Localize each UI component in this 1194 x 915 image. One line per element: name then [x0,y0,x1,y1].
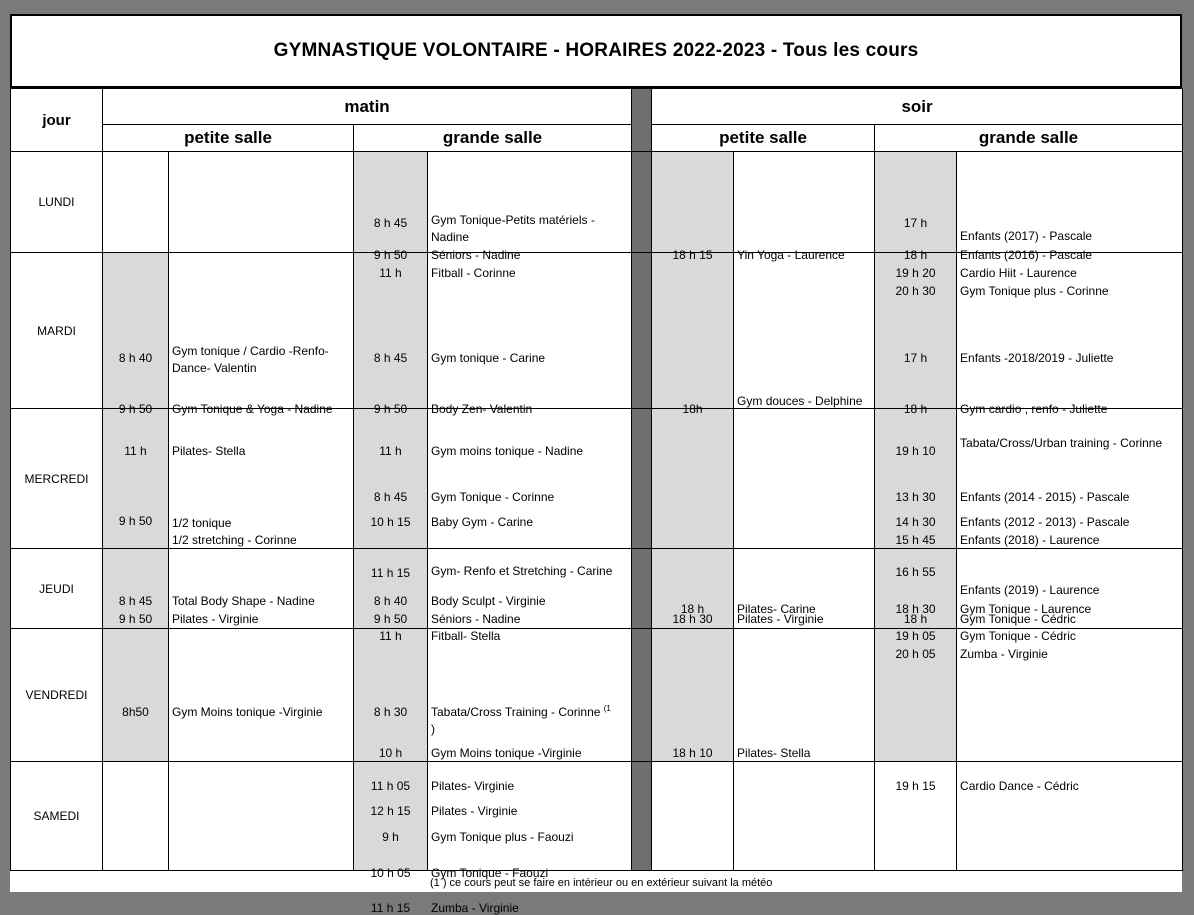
course: Body Zen- Valentin [431,401,533,416]
course: Body Sculpt - Virginie [431,593,546,608]
table-row-mercredi [11,409,1183,549]
course: Enfants (2019) - Laurence [960,582,1100,597]
time: 8 h 40 [118,350,153,365]
course: Cardio Hiit - Laurence [960,266,1077,280]
course: Tabata/Cross Training - Corinne [431,705,601,719]
column-separator [632,253,652,409]
column-separator [632,152,652,253]
time: 8h50 [122,705,149,719]
course-cell [169,629,354,762]
matin-grande-salle-header: grande salle [354,125,632,152]
course: Gym cardio , renfo - Juliette [960,401,1108,416]
course: Zumba - Virginie [960,646,1048,661]
time: 20 h 05 [895,646,936,661]
time: 18 h [903,611,928,626]
course: Gym Tonique - Corinne [431,489,555,504]
course: Fitball - Corinne [431,266,516,280]
time: 19 h 10 [895,443,936,458]
time-cell [354,409,428,580]
course: Gym tonique / Cardio -Renfo- Dance- Valentin [172,343,329,375]
matin-header: matin [103,89,632,125]
time: 11 h [379,628,402,643]
course: Enfants (2012 - 2013) - Pascale [960,514,1130,529]
course: Pilates - Virginie [172,611,259,626]
time: 18 h 30 [672,611,713,626]
time: 11 h [379,266,402,280]
time-cell [103,549,169,629]
column-separator [632,409,652,549]
page-title: GYMNASTIQUE VOLONTAIRE - HORAIRES 2022-2023 - Tous les cours [10,14,1182,88]
time: 9 h 50 [373,401,408,416]
time: 9 h 50 [373,248,408,262]
course: Séniors - Nadine [431,248,521,262]
course-cell [169,253,354,458]
soir-petite-salle-header: petite salle [652,125,875,152]
course: Enfants -2018/2019 - Juliette [960,350,1114,365]
course: 1/2 stretching - Corinne [172,532,297,547]
time-cell [875,762,957,871]
time: 11 h 15 [370,901,411,915]
time: 11 h 05 [370,779,411,793]
time-cell [652,253,734,416]
course-cell [734,253,875,409]
schedule-sheet [10,14,1182,915]
course-cell [734,152,875,262]
course: Cardio Dance - Cédric [960,779,1079,793]
course: Gym Tonique plus - Corinne [960,284,1109,298]
course: Gym Tonique - Cédric [960,611,1076,626]
table-row-lundi [11,152,1183,253]
time: 18 h 15 [672,248,713,262]
course-cell [957,409,1183,616]
column-separator [632,629,652,762]
time-cell [103,409,169,549]
course: Gym Tonique-Petits matériels - Nadine [431,213,595,244]
jour-header: jour [11,89,103,152]
time-cell [354,152,428,280]
course-cell [734,629,875,762]
course-cell [734,549,875,629]
day-label: VENDREDI [11,629,103,762]
course: Gym Tonique & Yoga - Nadine [172,401,333,416]
time: 10 h 05 [370,866,411,880]
time: 10 h [378,746,403,760]
course: Gym Tonique - Laurence [960,601,1092,616]
time: 18 h [903,248,928,262]
course: Gym Moins tonique -Virginie [172,705,323,719]
time: 19 h 05 [895,628,936,643]
course: Gym Moins tonique -Virginie [431,746,582,760]
time: 11 h [379,443,402,458]
footnote-ref-tail: ) [431,722,435,736]
time-cell [652,762,734,871]
time-cell [103,253,169,458]
time: 19 h 20 [895,266,936,280]
time: 8 h 45 [373,350,408,365]
time-cell [652,152,734,262]
course: Tabata/Cross/Urban training - Corinne [960,435,1163,450]
time: 13 h 30 [895,489,936,504]
soir-header: soir [652,89,1183,125]
course: Pilates - Virginie [737,611,824,626]
course-cell [957,152,1183,298]
matin-petite-salle-header: petite salle [103,125,354,152]
time: 18 h [680,601,705,616]
day-label: LUNDI [11,152,103,253]
time: 18 h 30 [895,601,936,616]
course: Enfants (2016) - Pascale [960,248,1093,262]
course: Baby Gym - Carine [431,514,534,529]
course: Pilates- Stella [172,443,246,458]
time-cell [875,152,957,298]
day-label: MERCREDI [11,409,103,549]
time: 9 h [382,830,399,844]
time: 11 h 15 [370,565,411,580]
time: 17 h [903,216,928,230]
course: Gym Tonique plus - Faouzi [431,830,574,844]
column-separator [632,549,652,629]
time-cell [103,629,169,762]
time: 17 h [903,350,928,365]
time: 9 h 50 [373,611,408,626]
time: 19 h 15 [895,779,936,793]
course: Gym douces - Delphine [737,393,863,408]
time-cell [875,409,957,616]
course-cell [428,629,632,818]
time: 8 h 40 [373,593,408,608]
course: Gym Tonique - Faouzi [431,866,549,880]
time: 9 h 50 [118,513,153,528]
day-label: MARDI [11,253,103,409]
course-cell [169,409,354,549]
course: Enfants (2018) - Laurence [960,532,1100,547]
time: 8 h 45 [118,593,153,608]
time-cell [875,549,957,661]
column-separator [632,762,652,871]
time-cell [103,152,169,253]
course-cell [169,549,354,629]
time: 18 h [903,401,928,416]
course-cell [169,152,354,253]
day-label: SAMEDI [11,762,103,871]
time: 16 h 55 [895,564,936,579]
time-cell [652,409,734,616]
course: Pilates- Stella [737,746,811,760]
time-cell [354,629,428,818]
course-cell [428,549,632,643]
time: 20 h 30 [895,284,936,298]
column-separator [632,89,652,152]
course: Pilates- Carine [737,601,816,616]
time: 9 h 50 [118,401,153,416]
course: Enfants (2017) - Pascale [960,229,1093,243]
soir-grande-salle-header: grande salle [875,125,1183,152]
course: Pilates- Virginie [431,779,515,793]
course-with-note [431,700,628,738]
course-cell [169,762,354,871]
course-cell [734,762,875,871]
course: Gym moins tonique - Nadine [431,443,584,458]
time: 11 h [124,443,147,458]
course: Zumba - Virginie [431,901,519,915]
day-label: JEUDI [11,549,103,629]
course: Séniors - Nadine [431,611,521,626]
time: 12 h 15 [370,804,411,818]
time: 8 h 45 [373,216,408,230]
time-cell [652,549,734,629]
time: 9 h 50 [118,611,153,626]
time-cell [652,629,734,762]
time-cell [354,549,428,643]
course: Gym Tonique - Cédric [960,628,1076,643]
course-cell [957,762,1183,871]
time: 15 h 45 [895,532,936,547]
time: 10 h 15 [370,514,411,529]
time: 8 h 45 [373,489,408,504]
course: Fitball- Stella [431,628,501,643]
time: 18h [682,401,703,416]
time-cell [103,762,169,871]
time: 8 h 30 [373,705,408,719]
course-cell [734,409,875,616]
course: Yin Yoga - Laurence [737,248,845,262]
time: 18 h 10 [672,746,713,760]
footnote: (1 ) ce cours peut se faire en intérieur ou en extérieur suivant la météo [430,877,773,889]
course: Total Body Shape - Nadine [172,593,315,608]
course: Gym- Renfo et Stretching - Carine [431,563,613,578]
course: Pilates - Virginie [431,804,518,818]
course: Enfants (2014 - 2015) - Pascale [960,489,1130,504]
course: 1/2 tonique [172,515,232,530]
time: 14 h 30 [895,514,936,529]
course: Gym tonique - Carine [431,350,546,365]
course-cell [428,152,632,280]
footnote-ref: (1 [603,704,611,713]
course-cell [428,409,632,578]
